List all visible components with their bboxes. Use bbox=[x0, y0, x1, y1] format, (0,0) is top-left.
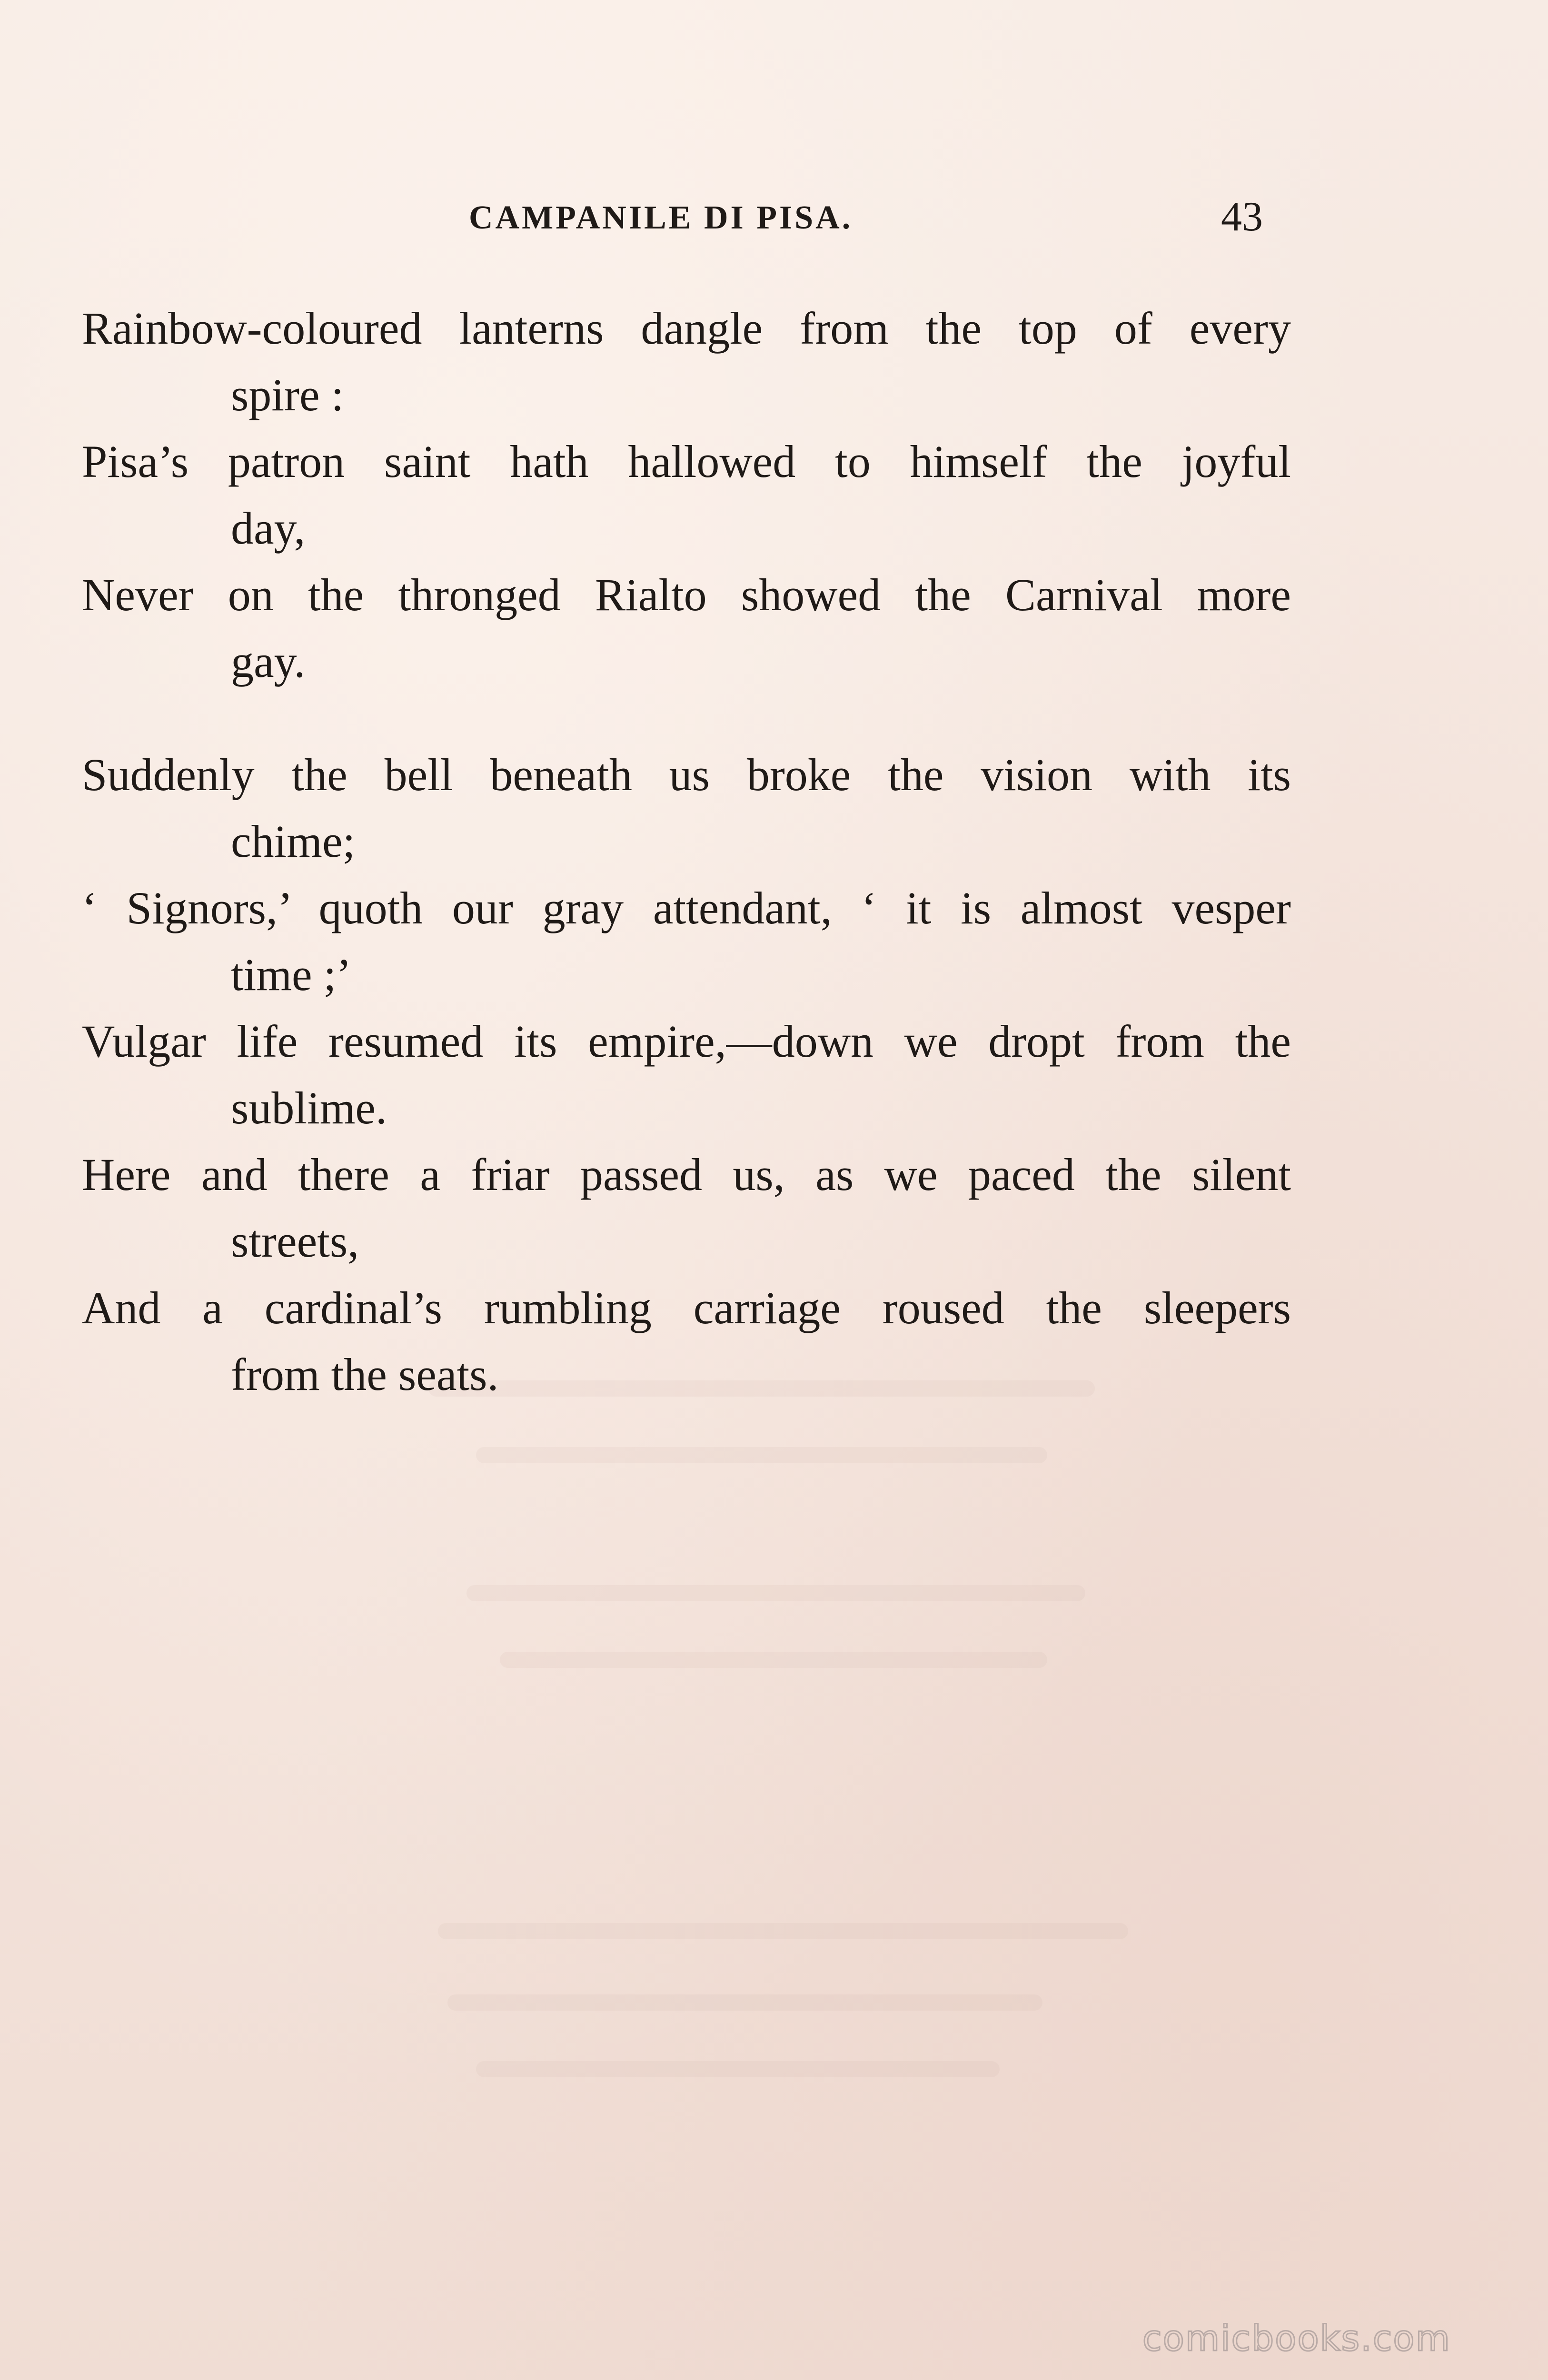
show-through-line bbox=[438, 1923, 1128, 1939]
page-number: 43 bbox=[1221, 194, 1263, 240]
verse-line bbox=[82, 1275, 1291, 1408]
verse-line bbox=[82, 1141, 1291, 1275]
stanza bbox=[82, 295, 1291, 695]
verse-first-line: Pisa’s patron saint hath hallowed to himself the joyful bbox=[82, 436, 1291, 487]
verse-first-line: Never on the thronged Rialto showed the Carnival more bbox=[82, 569, 1291, 620]
verse-first-line: Vulgar life resumed its empire,—down we dropt from the bbox=[82, 1016, 1291, 1067]
show-through-line bbox=[500, 1652, 1047, 1668]
verse-first-line: Suddenly the bell beneath us broke the vision with its bbox=[82, 749, 1291, 800]
verse-turnover: gay. bbox=[231, 636, 306, 687]
verse-line bbox=[82, 742, 1291, 875]
show-through-line bbox=[476, 2061, 1000, 2077]
stanza bbox=[82, 742, 1291, 1408]
show-through-line bbox=[476, 1447, 1047, 1463]
running-title: CAMPANILE DI PISA. bbox=[469, 199, 853, 236]
verse-turnover: day, bbox=[231, 503, 306, 554]
poem-body bbox=[82, 295, 1291, 1408]
verse-line bbox=[82, 562, 1291, 695]
verse-first-line: Rainbow-coloured lanterns dangle from the top of every bbox=[82, 303, 1291, 354]
verse-first-line: And a cardinal’s rumbling carriage roused the sleepers bbox=[82, 1282, 1291, 1333]
verse-line bbox=[82, 1008, 1291, 1141]
show-through-line bbox=[466, 1585, 1085, 1601]
verse-turnover: spire : bbox=[231, 369, 344, 420]
verse-turnover: time ;’ bbox=[231, 949, 352, 1000]
watermark-text: comicbooks.com bbox=[1142, 2318, 1451, 2359]
verse-turnover: streets, bbox=[231, 1216, 359, 1267]
verse-turnover: chime; bbox=[231, 816, 356, 867]
show-through-line bbox=[447, 1994, 1042, 2011]
verse-turnover: sublime. bbox=[231, 1082, 387, 1133]
verse-first-line: Here and there a friar passed us, as we paced the silent bbox=[82, 1149, 1291, 1200]
verse-first-line: ‘ Signors,’ quoth our gray attendant, ‘ it is almost vesper bbox=[82, 883, 1291, 933]
verse-line bbox=[82, 295, 1291, 428]
verse-turnover: from the seats. bbox=[231, 1349, 499, 1400]
verse-line bbox=[82, 428, 1291, 562]
verse-line bbox=[82, 875, 1291, 1008]
